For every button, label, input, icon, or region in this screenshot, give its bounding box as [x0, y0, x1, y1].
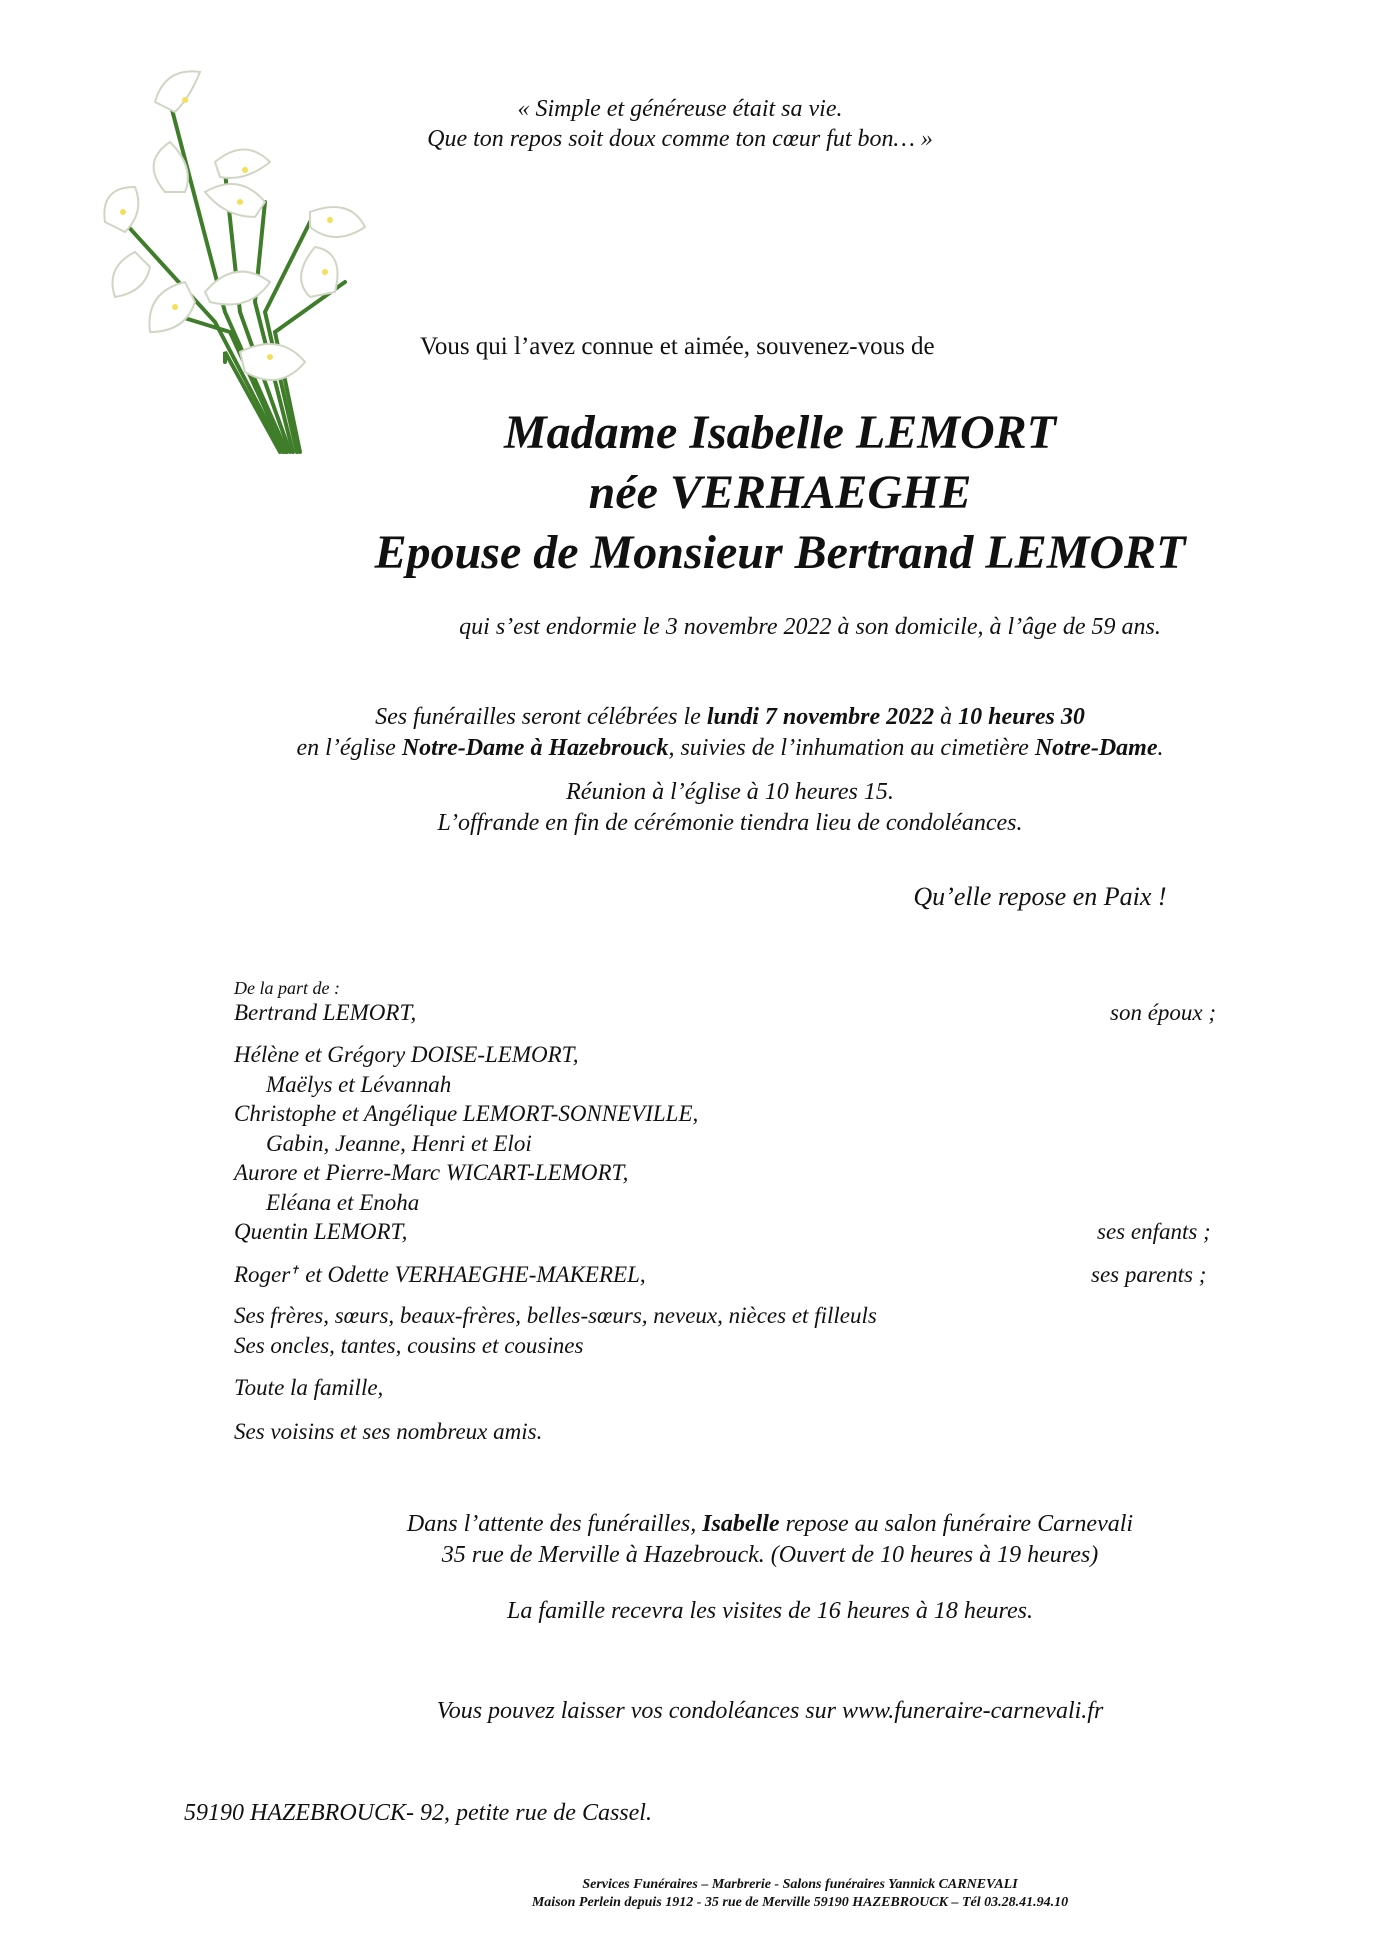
cemetery-name: Notre-Dame	[1034, 735, 1158, 761]
funeral-details	[160, 702, 1300, 764]
church-name: Notre-Dame à Hazebrouck	[401, 735, 669, 761]
child-entry: Hélène et Grégory DOISE-LEMORT,	[234, 1042, 579, 1067]
family-friends: Ses voisins et ses nombreux amis.	[234, 1419, 543, 1444]
resting-text: Dans l’attente des funérailles,	[406, 1511, 703, 1537]
funeral-time: 10 heures 30	[958, 704, 1085, 730]
child-entry: Quentin LEMORT,	[234, 1219, 408, 1244]
funeral-line-1	[160, 702, 1300, 733]
family-parents	[234, 1262, 646, 1288]
death-notice: qui s’est endormie le 3 novembre 2022 à son domicile, à l’âge de 59 ans.	[459, 614, 1161, 640]
offering-line: L’offrande en fin de cérémonie tiendra lieu de condoléances.	[437, 810, 1023, 836]
funeral-line-2	[160, 733, 1300, 764]
deceased-maiden-name: née VERHAEGHE	[588, 466, 972, 519]
parent-name: et Odette VERHAEGHE-MAKEREL,	[299, 1262, 646, 1287]
condolences-info: Vous pouvez laisser vos condoléances sur www.funeraire-carnevali.fr	[436, 1698, 1104, 1724]
grandchildren-entry: Eléana et Enoha	[266, 1190, 420, 1215]
quote-line-1: « Simple et généreuse était sa vie.	[517, 96, 843, 122]
spouse-relation: son époux ;	[1110, 1000, 1217, 1025]
family-uncles: Ses oncles, tantes, cousins et cousines	[234, 1333, 584, 1358]
children-relation: ses enfants ;	[1097, 1219, 1211, 1244]
child-entry: Aurore et Pierre-Marc WICART-LEMORT,	[234, 1160, 629, 1185]
child-entry: Christophe et Angélique LEMORT-SONNEVILLE,	[234, 1101, 699, 1126]
meeting-line: Réunion à l’église à 10 heures 15.	[566, 779, 894, 805]
footer-line-1: Services Funéraires – Marbrerie - Salons funéraires Yannick CARNEVALI	[582, 1877, 1018, 1892]
cross-icon: ✝	[290, 1264, 300, 1277]
intro-text: Vous qui l’avez connue et aimée, souvenez-vous de	[420, 333, 935, 360]
rest-in-peace: Qu’elle repose en Paix !	[913, 882, 1167, 911]
funeral-text: .	[1157, 735, 1164, 761]
parents-relation: ses parents ;	[1091, 1262, 1207, 1287]
family-header: De la part de :	[234, 978, 340, 998]
funeral-date: lundi 7 novembre 2022	[706, 704, 935, 730]
quote-line-2: Que ton repos soit doux comme ton cœur fut bon… »	[427, 126, 933, 152]
deceased-spouse-line: Epouse de Monsieur Bertrand LEMORT	[374, 526, 1186, 579]
epitaph-quote	[340, 94, 1020, 154]
grandchildren-entry: Maëlys et Lévannah	[266, 1072, 452, 1097]
parent-name: Roger	[234, 1262, 291, 1287]
funeral-text: Ses funérailles seront célébrées le	[375, 704, 707, 730]
funeral-text: en l’église	[296, 735, 402, 761]
meeting-info	[160, 777, 1300, 839]
resting-line-2: 35 rue de Merville à Hazebrouck. (Ouvert de 10 heures à 19 heures)	[441, 1542, 1099, 1568]
funeral-text: à	[934, 704, 959, 730]
funeral-home-footer	[300, 1876, 1300, 1912]
lily-bouquet-image	[75, 62, 375, 462]
resting-line-1	[180, 1509, 1360, 1540]
deceased-name: Madame Isabelle LEMORT	[504, 406, 1056, 459]
resting-text: repose au salon funéraire Carnevali	[779, 1511, 1134, 1537]
funeral-text: , suivies de l’inhumation au cimetière	[668, 735, 1035, 761]
footer-line-2: Maison Perlein depuis 1912 - 35 rue de Merville 59190 HAZEBROUCK – Tél 03.28.41.94.10	[531, 1895, 1069, 1910]
visits-info: La famille recevra les visites de 16 heures à 18 heures.	[507, 1598, 1033, 1624]
deceased-first-name: Isabelle	[702, 1511, 780, 1537]
family-siblings: Ses frères, sœurs, beaux-frères, belles-sœurs, neveux, nièces et filleuls	[234, 1303, 877, 1328]
family-all: Toute la famille,	[234, 1375, 384, 1400]
grandchildren-entry: Gabin, Jeanne, Henri et Eloi	[266, 1131, 532, 1156]
family-spouse: Bertrand LEMORT,	[234, 1000, 417, 1025]
resting-info	[180, 1509, 1360, 1571]
home-address: 59190 HAZEBROUCK- 92, petite rue de Cassel.	[184, 1800, 652, 1826]
